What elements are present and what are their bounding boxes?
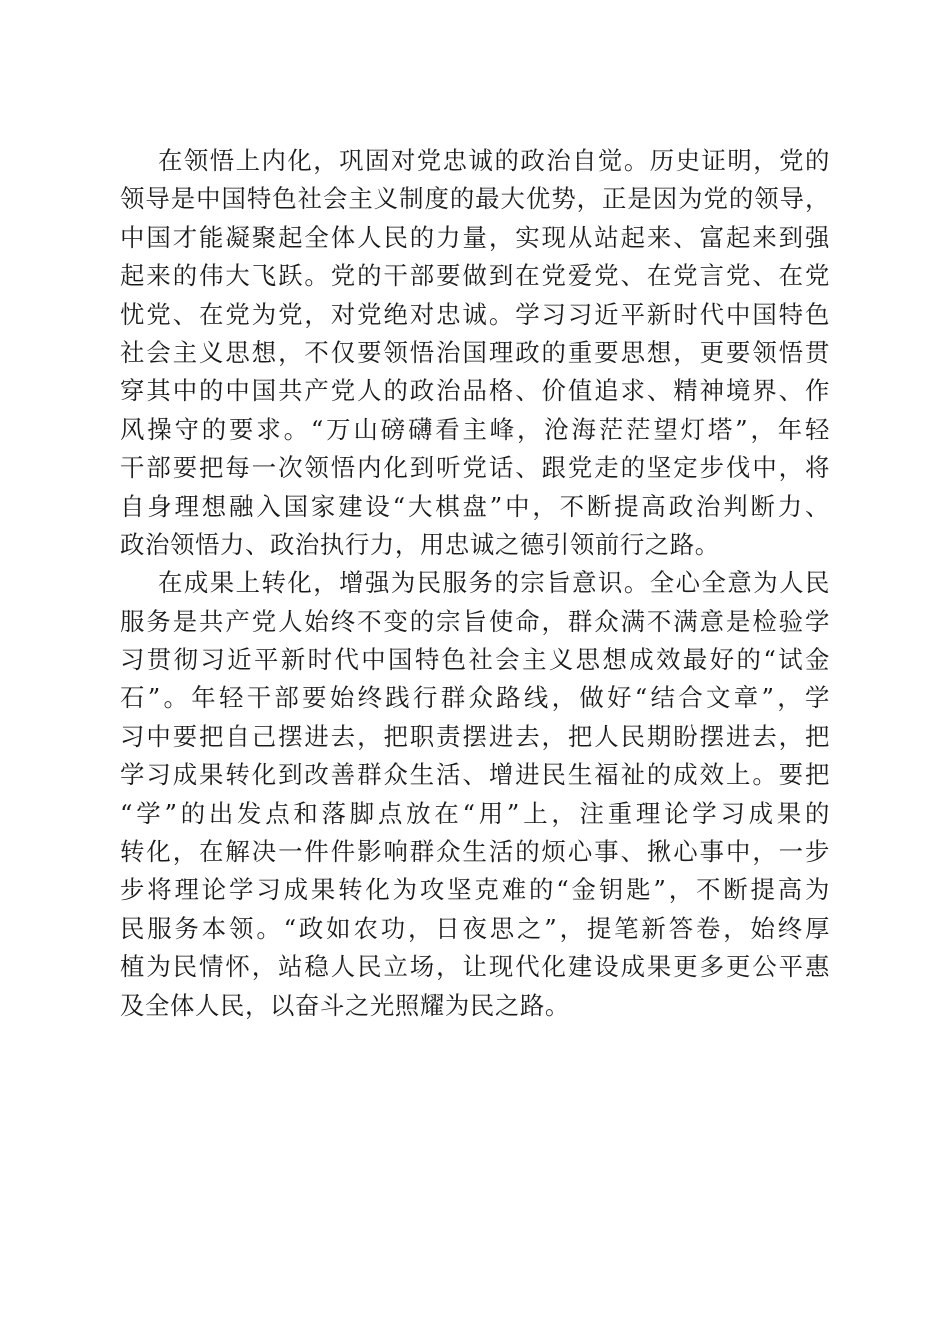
- paragraph-line: 习贯彻习近平新时代中国特色社会主义思想成效最好的“试金: [120, 645, 830, 675]
- paragraph-line: 习中要把自己摆进去，把职责摆进去，把人民期盼摆进去，把: [120, 721, 830, 751]
- paragraph-line: 植为民情怀，站稳人民立场，让现代化建设成果更多更公平惠: [120, 952, 830, 982]
- paragraph-line: 中国才能凝聚起全体人民的力量，实现从站起来、富起来到强: [120, 222, 830, 252]
- paragraph-line: “学”的出发点和落脚点放在“用”上，注重理论学习成果的: [120, 798, 830, 828]
- body-text: [120, 142, 830, 1025]
- paragraph-line: 忧党、在党为党，对党绝对忠诚。学习习近平新时代中国特色: [120, 299, 830, 329]
- paragraph-line: 领导是中国特色社会主义制度的最大优势，正是因为党的领导，: [120, 184, 830, 214]
- paragraph-2: [120, 564, 830, 1025]
- paragraph-line: 转化，在解决一件件影响群众生活的烦心事、揪心事中，一步: [120, 837, 830, 867]
- paragraph-line: 起来的伟大飞跃。党的干部要做到在党爱党、在党言党、在党: [120, 261, 830, 291]
- paragraph-line: 民服务本领。“政如农功，日夜思之”，提笔新答卷，始终厚: [120, 913, 830, 943]
- paragraph-line: 石”。年轻干部要始终践行群众路线，做好“结合文章”，学: [120, 683, 830, 713]
- paragraph-line: 穿其中的中国共产党人的政治品格、价值追求、精神境界、作: [120, 376, 830, 406]
- paragraph-line: 步将理论学习成果转化为攻坚克难的“金钥匙”，不断提高为: [120, 875, 830, 905]
- paragraph-1: [120, 142, 830, 564]
- paragraph-line: 服务是共产党人始终不变的宗旨使命，群众满不满意是检验学: [120, 606, 830, 636]
- paragraph-line: 社会主义思想，不仅要领悟治国理政的重要思想，更要领悟贯: [120, 337, 830, 367]
- paragraph-line: 风操守的要求。“万山磅礴看主峰，沧海茫茫望灯塔”，年轻: [120, 414, 830, 444]
- paragraph-line: 自身理想融入国家建设“大棋盘”中，不断提高政治判断力、: [120, 491, 830, 521]
- paragraph-line: 及全体人民，以奋斗之光照耀为民之路。: [120, 990, 570, 1020]
- paragraph-line: 学习成果转化到改善群众生活、增进民生福祉的成效上。要把: [120, 760, 830, 790]
- paragraph-line: 在成果上转化，增强为民服务的宗旨意识。全心全意为人民: [158, 568, 830, 598]
- paragraph-line: 在领悟上内化，巩固对党忠诚的政治自觉。历史证明，党的: [158, 146, 830, 175]
- paragraph-line: 干部要把每一次领悟内化到听党话、跟党走的坚定步伐中，将: [120, 453, 830, 483]
- paragraph-line: 政治领悟力、政治执行力，用忠诚之德引领前行之路。: [120, 529, 720, 559]
